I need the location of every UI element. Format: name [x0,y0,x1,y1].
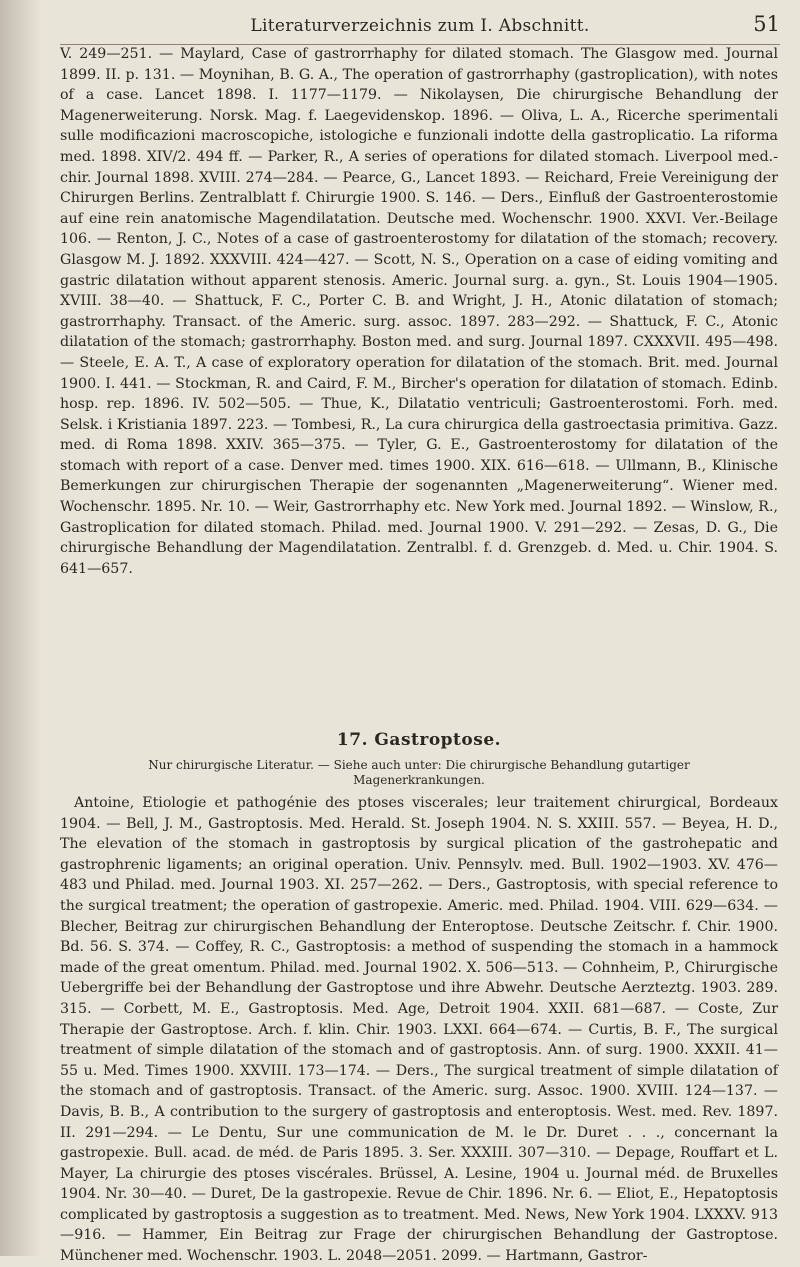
page-header [60,10,780,45]
gastroptose-references [60,793,778,1267]
section-note: Nur chirurgische Literatur. — Siehe auch unter: Die chirurgische Behandlung gutartiger Magenerkrankungen. [148,758,690,787]
reference-paragraph: Antoine, Etiologie et pathogénie des ptoses viscerales; leur traitement chirurgical, Bordeaux 1904. — Bell, J. M., Gastroptosis. Med. Herald. St. Joseph 1904. N. S. XXIII. 557. — Beyea, H. D., The elevation of the stomach in gastroptosis by surgical plication of the gastrohepatic and gastrophrenic ligaments; an original operation. Univ. Pennsylv. med. Bull. 1902—1903. XV. 476—483 und Philad. med. Journal 1903. XI. 257—262. — Ders., Gastroptosis, with special reference to the surgical treatment; the operation of gastropexie. Americ. med. Philad. 1904. VIII. 629—634. — Blecher, Beitrag zur chirurgischen Behandlung der Enteroptose. Deutsche Zeitschr. f. Chir. 1900. Bd. 56. S. 374. — Coffey, R. C., Gastroptosis: a method of suspending the stomach in a hammock made of the great omentum. Philad. med. Journal 1902. X. 506—513. — Cohnheim, P., Chirurgische Uebergriffe bei der Behandlung der Gastroptose und ihre Abwehr. Deutsche Aerzteztg. 1903. 289. 315. — Corbett, M. E., Gastroptosis. Med. Age, Detroit 1904. XXII. 681—687. — Coste, Zur Therapie der Gastroptose. Arch. f. klin. Chir. 1903. LXXI. 664—674. — Curtis, B. F., The surgical treatment of simple dilatation of the stomach and of gastroptosis. Ann. of surg. 1900. XXXII. 41—55 u. Med. Times 1900. XXVIII. 173—174. — Ders., The surgical treatment of simple dilatation of the stomach and of gastroptosis. Transact. of the Americ. surg. Assoc. 1900. XVIII. 124—137. — Davis, B. B., A contribution to the surgery of gastroptosis and enteroptosis. West. med. Rev. 1897. II. 291—294. — Le Dentu, Sur une communication de M. le Dr. Duret . . ., concernant la gastropexie. Bull. acad. de méd. de Paris 1895. 3. Ser. XXXIII. 307—310. — Depage, Rouffart et L. Mayer, La chirurgie des ptoses viscérales. Brüssel, A. Lesine, 1904 u. Journal méd. de Bruxelles 1904. Nr. 30—40. — Duret, De la gastropexie. Revue de Chir. 1896. Nr. 6. — Eliot, E., Hepatoptosis complicated by gastroptosis a suggestion as to treatment. Med. News, New York 1904. LXXXV. 913—916. — Hammer, Ein Beitrag zur Frage der chirurgischen Behandlung der Gastroptose. Münchener med. Wochenschr. 1903. L. 2048—2051. 2099. — Hartmann, Gastror- [60,795,778,1265]
gastrorrhaphy-references [60,44,778,579]
section-title: 17. Gastroptose. [336,730,502,750]
reference-paragraph: V. 249—251. — Maylard, Case of gastrorrhaphy for dilated stomach. The Glasgow med. Journal 1899. II. p. 131. — Moynihan, B. G. A., The operation of gastrorrhaphy (gastroplication), with notes of a case. Lancet 1898. I. 1177—1179. — Nikolaysen, Die chirurgische Behandlung der Magenerweiterung. Norsk. Mag. f. Laegevidenskop. 1896. — Oliva, L. A., Ricerche sperimentali sulle modificazioni macroscopiche, istologiche e funzionali indotte della gastroplicatio. La riforma med. 1898. XIV/2. 494 ff. — Parker, R., A series of operations for dilated stomach. Liverpool med.-chir. Journal 1898. XVIII. 274—284. — Pearce, G., Lancet 1893. — Reichard, Freie Vereinigung der Chirurgen Berlins. Zentralblatt f. Chirurgie 1900. S. 146. — Ders., Einfluß der Gastroenterostomie auf eine rein anatomische Magendilatation. Deutsche med. Wochenschr. 1900. XXVI. Ver.-Beilage 106. — Renton, J. C., Notes of a case of gastroenterostomy for dilatation of the stomach; recovery. Glasgow M. J. 1892. XXXVIII. 424—427. — Scott, N. S., Operation on a case of eiding vomiting and gastric dilatation without apparent stenosis. Americ. Journal surg. a. gyn., St. Louis 1904—1905. XVIII. 38—40. — Shattuck, F. C., Porter C. B. and Wright, J. H., Atonic dilatation of stomach; gastrorrhaphy. Transact. of the Americ. surg. assoc. 1897. 283—292. — Shattuck, F. C., Atonic dilatation of the stomach; gastrorrhaphy. Boston med. and surg. Journal 1897. CXXXVII. 495—498. — Steele, E. A. T., A case of exploratory operation for dilatation of the stomach. Brit. med. Journal 1900. I. 441. — Stockman, R. and Caird, F. M., Bircher's operation for dilatation of stomach. Edinb. hosp. rep. 1896. IV. 502—505. — Thue, K., Dilatatio ventriculi; Gastroenterostomi. Forh. med. Selsk. i Kristiania 1897. 223. — Tombesi, R., La cura chirurgica della gastroectasia primitiva. Gazz. med. di Roma 1898. XXIV. 365—375. — Tyler, G. E., Gastroenterostomy for dilatation of the stomach with report of a case. Denver med. times 1900. XIX. 616—618. — Ullmann, B., Klinische Bemerkungen zur chirurgischen Therapie der sogenannten „Magenerweiterung“. Wiener med. Wochenschr. 1895. Nr. 10. — Weir, Gastrorrhaphy etc. New York med. Journal 1892. — Winslow, R., Gastroplication for dilated stomach. Philad. med. Journal 1900. V. 291—292. — Zesas, D. G., Die chirurgische Behandlung der Magendilatation. Zentralbl. f. d. Grenzgeb. d. Med. u. Chir. 1904. S. 641—657. [60,46,778,577]
running-title: Literaturverzeichnis zum I. Abschnitt. [250,16,590,36]
page-gutter-shadow [0,0,42,1256]
page-number: 51 [753,12,780,36]
